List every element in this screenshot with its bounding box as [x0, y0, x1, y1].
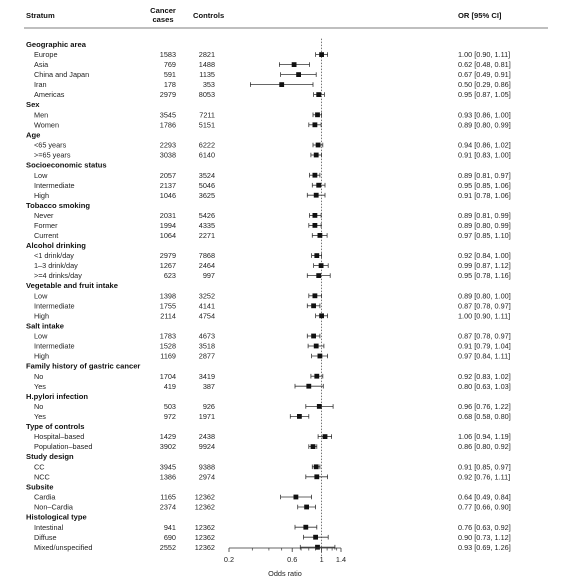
controls-value: 2438 [198, 432, 215, 442]
point-estimate [318, 233, 323, 238]
row-label: Intermediate [34, 341, 75, 351]
group-title: Age [26, 130, 41, 140]
or-ci-text: 0.99 [0.87, 1.12] [458, 261, 511, 271]
x-axis [224, 548, 346, 578]
row-label: >=65 years [34, 150, 71, 160]
controls-header: Controls [193, 11, 225, 20]
cases-value: 769 [163, 60, 176, 70]
cases-value: 3038 [159, 150, 176, 160]
row-label: Iran [34, 80, 47, 90]
point-estimate [319, 313, 324, 318]
cases-value: 1583 [159, 50, 176, 60]
controls-value: 12362 [194, 532, 215, 542]
cases-value: 972 [163, 412, 176, 421]
or-ci-text: 0.50 [0.29, 0.86] [458, 80, 511, 90]
cases-value: 2552 [159, 542, 176, 552]
group-title: H.pylori infection [26, 391, 89, 401]
cases-value: 2114 [160, 311, 176, 321]
or-ci-text: 0.91 [0.78, 1.06] [458, 190, 511, 200]
row-label: High [34, 351, 50, 361]
point-estimate [316, 183, 321, 188]
group-title: Socioeconomic status [26, 160, 107, 170]
x-tick-label: 0.6 [287, 555, 298, 564]
or-ci-text: 0.87 [0.78, 0.97] [458, 331, 511, 341]
row-label: Hospital–based [34, 432, 85, 442]
or-ci-text: 0.95 [0.85, 1.06] [458, 180, 511, 190]
controls-value: 3252 [198, 291, 215, 301]
cases-value: 503 [163, 402, 176, 411]
cases-value: 1755 [159, 301, 176, 311]
point-estimate [297, 414, 302, 419]
or-ci-text: 0.62 [0.48, 0.81] [458, 60, 511, 70]
controls-value: 3518 [198, 341, 215, 351]
group-title: Subsite [26, 482, 54, 492]
controls-value: 6222 [198, 140, 215, 150]
row-label: 1–3 drink/day [34, 261, 78, 271]
x-tick-label: 0.2 [223, 555, 235, 564]
controls-value: 12362 [194, 542, 215, 552]
or-ci-text: 0.95 [0.87, 1.05] [458, 90, 511, 100]
cases-value: 1783 [159, 331, 176, 341]
or-header: OR [95% CI] [458, 11, 502, 20]
or-ci-text: 0.91 [0.85, 0.97] [458, 462, 511, 472]
point-estimate [317, 404, 322, 409]
controls-value: 1971 [198, 412, 215, 421]
controls-value: 2821 [198, 50, 215, 60]
x-tick-label: 1 [319, 555, 324, 564]
or-ci-text: 0.89 [0.80, 0.99] [458, 120, 511, 130]
or-ci-text: 0.68 [0.58, 0.80] [458, 412, 511, 421]
cases-value: 3945 [159, 462, 176, 472]
row-label: Cardia [34, 492, 56, 502]
or-ci-text: 0.92 [0.76, 1.11] [458, 472, 511, 482]
row-label: Low [34, 331, 48, 341]
cases-value: 3902 [159, 442, 176, 452]
cases-value: 1398 [159, 291, 176, 301]
cases-value: 1429 [159, 432, 176, 442]
or-ci-text: 0.80 [0.63, 1.03] [458, 381, 511, 391]
or-ci-text: 0.93 [0.86, 1.00] [458, 110, 511, 120]
point-estimate [304, 505, 309, 510]
or-ci-text: 0.77 [0.66, 0.90] [458, 502, 511, 512]
row-label: Population–based [34, 442, 93, 452]
or-ci-text: 0.89 [0.80, 0.99] [458, 221, 511, 230]
or-ci-text: 0.64 [0.49, 0.84] [458, 492, 511, 502]
cases-value: 690 [163, 532, 176, 542]
or-ci-text: 0.92 [0.83, 1.02] [458, 371, 511, 381]
controls-value: 3625 [198, 190, 215, 200]
controls-value: 4141 [198, 301, 215, 311]
row-label: No [34, 402, 44, 411]
controls-value: 5046 [198, 180, 215, 190]
point-estimate [316, 92, 321, 97]
point-estimate [316, 273, 321, 278]
row-label: Americas [34, 90, 65, 100]
or-ci-text: 0.94 [0.86, 1.02] [458, 140, 511, 150]
or-ci-text: 0.97 [0.85, 1.10] [458, 231, 511, 240]
point-estimate [311, 334, 316, 339]
cases-value: 2057 [159, 170, 176, 180]
cases-value: 3545 [159, 110, 176, 120]
controls-value: 5151 [198, 120, 215, 130]
row-label: Europe [34, 50, 58, 60]
point-estimate [316, 143, 321, 148]
cases-value: 1169 [160, 351, 176, 361]
point-estimate [294, 495, 299, 500]
point-estimate [292, 62, 297, 67]
cases-value: 1386 [159, 472, 176, 482]
cases-value: 1704 [159, 371, 176, 381]
controls-value: 2974 [198, 472, 215, 482]
controls-value: 3524 [198, 170, 215, 180]
cases-header-line2: cases [152, 15, 174, 24]
stratum-header: Stratum [26, 11, 55, 20]
row-label: CC [34, 462, 45, 472]
row-label: <1 drink/day [34, 251, 74, 261]
row-label: Yes [34, 412, 46, 421]
point-estimate [313, 535, 318, 540]
group-title: Geographic area [26, 40, 86, 49]
group-title: Sex [26, 100, 40, 110]
or-ci-text: 0.86 [0.80, 0.92] [458, 442, 511, 452]
group-title: Salt intake [26, 321, 64, 331]
row-label: <65 years [34, 140, 67, 150]
point-estimate [314, 253, 319, 258]
controls-value: 1135 [199, 70, 215, 80]
controls-value: 2877 [198, 351, 215, 361]
row-label: Intermediate [34, 180, 75, 190]
point-estimate [323, 434, 328, 439]
or-ci-text: 0.90 [0.73, 1.12] [458, 532, 511, 542]
row-label: Diffuse [34, 532, 57, 542]
cases-value: 2137 [159, 180, 176, 190]
cases-value: 1165 [160, 492, 176, 502]
point-estimate [313, 293, 318, 298]
controls-value: 4335 [198, 221, 215, 230]
group-title: Study design [26, 452, 74, 462]
cases-value: 1046 [159, 190, 176, 200]
row-label: Asia [34, 60, 49, 70]
row-label: High [34, 190, 50, 200]
controls-value: 8053 [198, 90, 215, 100]
cases-value: 178 [163, 80, 176, 90]
point-estimate [314, 474, 319, 479]
controls-value: 997 [202, 271, 215, 281]
point-estimate [314, 464, 319, 469]
cases-value: 2979 [159, 251, 176, 261]
point-estimate [311, 444, 316, 449]
or-ci-text: 1.06 [0.94, 1.19] [458, 432, 511, 442]
point-estimate [314, 374, 319, 379]
point-estimate [315, 112, 320, 117]
or-ci-text: 0.89 [0.81, 0.97] [458, 170, 511, 180]
cases-header-line1: Cancer [150, 6, 176, 15]
row-label: Intestinal [34, 522, 64, 532]
cases-value: 2374 [159, 502, 176, 512]
or-ci-text: 0.87 [0.78, 0.97] [458, 301, 511, 311]
cases-value: 1528 [159, 341, 176, 351]
row-label: Current [34, 231, 59, 240]
point-estimate [313, 213, 318, 218]
or-ci-text: 0.93 [0.69, 1.26] [458, 542, 511, 552]
or-ci-text: 0.89 [0.80, 1.00] [458, 291, 511, 301]
cases-value: 2031 [159, 211, 176, 220]
cases-value: 2293 [159, 140, 176, 150]
controls-value: 4754 [198, 311, 215, 321]
controls-value: 12362 [194, 522, 215, 532]
row-label: China and Japan [34, 70, 90, 80]
point-estimate [314, 344, 319, 349]
row-label: Never [34, 211, 54, 220]
point-estimate [296, 72, 301, 77]
cases-value: 1786 [159, 120, 176, 130]
or-ci-text: 0.76 [0.63, 0.92] [458, 522, 511, 532]
point-estimate [319, 263, 324, 268]
group-title: Type of controls [26, 422, 85, 431]
row-label: Low [34, 291, 48, 301]
controls-value: 7868 [198, 251, 215, 261]
controls-value: 12362 [194, 492, 215, 502]
controls-value: 2271 [198, 231, 215, 240]
group-title: Vegetable and fruit intake [26, 281, 118, 291]
row-label: Yes [34, 381, 46, 391]
or-ci-text: 0.96 [0.76, 1.22] [458, 402, 511, 411]
cases-value: 591 [163, 70, 176, 80]
or-ci-text: 1.00 [0.90, 1.11] [458, 50, 511, 60]
point-estimate [313, 122, 318, 127]
controls-value: 1488 [198, 60, 215, 70]
point-estimate [306, 384, 311, 389]
point-estimate [319, 52, 324, 57]
row-label: Low [34, 170, 48, 180]
cases-value: 1064 [159, 231, 176, 240]
controls-value: 3419 [198, 371, 215, 381]
cases-value: 1267 [159, 261, 176, 271]
row-label: High [34, 311, 50, 321]
point-estimate [311, 303, 316, 308]
row-label: Mixed/unspecified [34, 542, 93, 552]
point-estimate [313, 173, 318, 178]
or-ci-text: 0.91 [0.79, 1.04] [458, 341, 511, 351]
controls-value: 7211 [199, 110, 215, 120]
or-ci-text: 0.89 [0.81, 0.99] [458, 211, 511, 220]
controls-value: 9924 [198, 442, 215, 452]
controls-value: 353 [202, 80, 215, 90]
cases-value: 623 [163, 271, 176, 281]
controls-value: 5426 [198, 211, 215, 220]
point-estimate [313, 223, 318, 228]
cases-value: 941 [163, 522, 176, 532]
row-label: NCC [34, 472, 50, 482]
cases-value: 2979 [159, 90, 176, 100]
x-axis-title: Odds ratio [268, 569, 302, 578]
or-ci-text: 0.92 [0.84, 1.00] [458, 251, 511, 261]
controls-value: 387 [202, 381, 215, 391]
point-estimate [318, 354, 323, 359]
controls-value: 926 [202, 402, 215, 411]
controls-value: 6140 [198, 150, 215, 160]
row-label: Women [34, 120, 60, 130]
row-label: >=4 drinks/day [34, 271, 82, 281]
or-ci-text: 0.95 [0.78, 1.16] [458, 271, 511, 281]
row-label: No [34, 371, 44, 381]
row-label: Former [34, 221, 58, 230]
point-estimate [303, 525, 308, 530]
group-title: Family history of gastric cancer [26, 361, 141, 371]
or-ci-text: 0.97 [0.84, 1.11] [458, 351, 511, 361]
or-ci-text: 1.00 [0.90, 1.11] [458, 311, 511, 321]
controls-value: 9388 [198, 462, 215, 472]
forest-rows [26, 40, 511, 552]
x-tick-label: 1.4 [335, 555, 347, 564]
row-label: Intermediate [34, 301, 75, 311]
group-title: Alcohol drinking [26, 241, 86, 250]
cases-value: 1994 [159, 221, 176, 230]
cases-value: 419 [163, 381, 176, 391]
table-header [24, 6, 548, 28]
or-ci-text: 0.67 [0.49, 0.91] [458, 70, 511, 80]
controls-value: 12362 [194, 502, 215, 512]
controls-value: 4673 [198, 331, 215, 341]
point-estimate [279, 82, 284, 87]
group-title: Tobacco smoking [26, 200, 90, 210]
row-label: Non–Cardia [34, 502, 73, 512]
point-estimate [314, 153, 319, 158]
forest-plot-area [250, 39, 335, 558]
or-ci-text: 0.91 [0.83, 1.00] [458, 150, 511, 160]
point-estimate [314, 193, 319, 198]
row-label: Men [34, 110, 49, 120]
group-title: Histological type [26, 512, 87, 522]
controls-value: 2464 [198, 261, 215, 271]
